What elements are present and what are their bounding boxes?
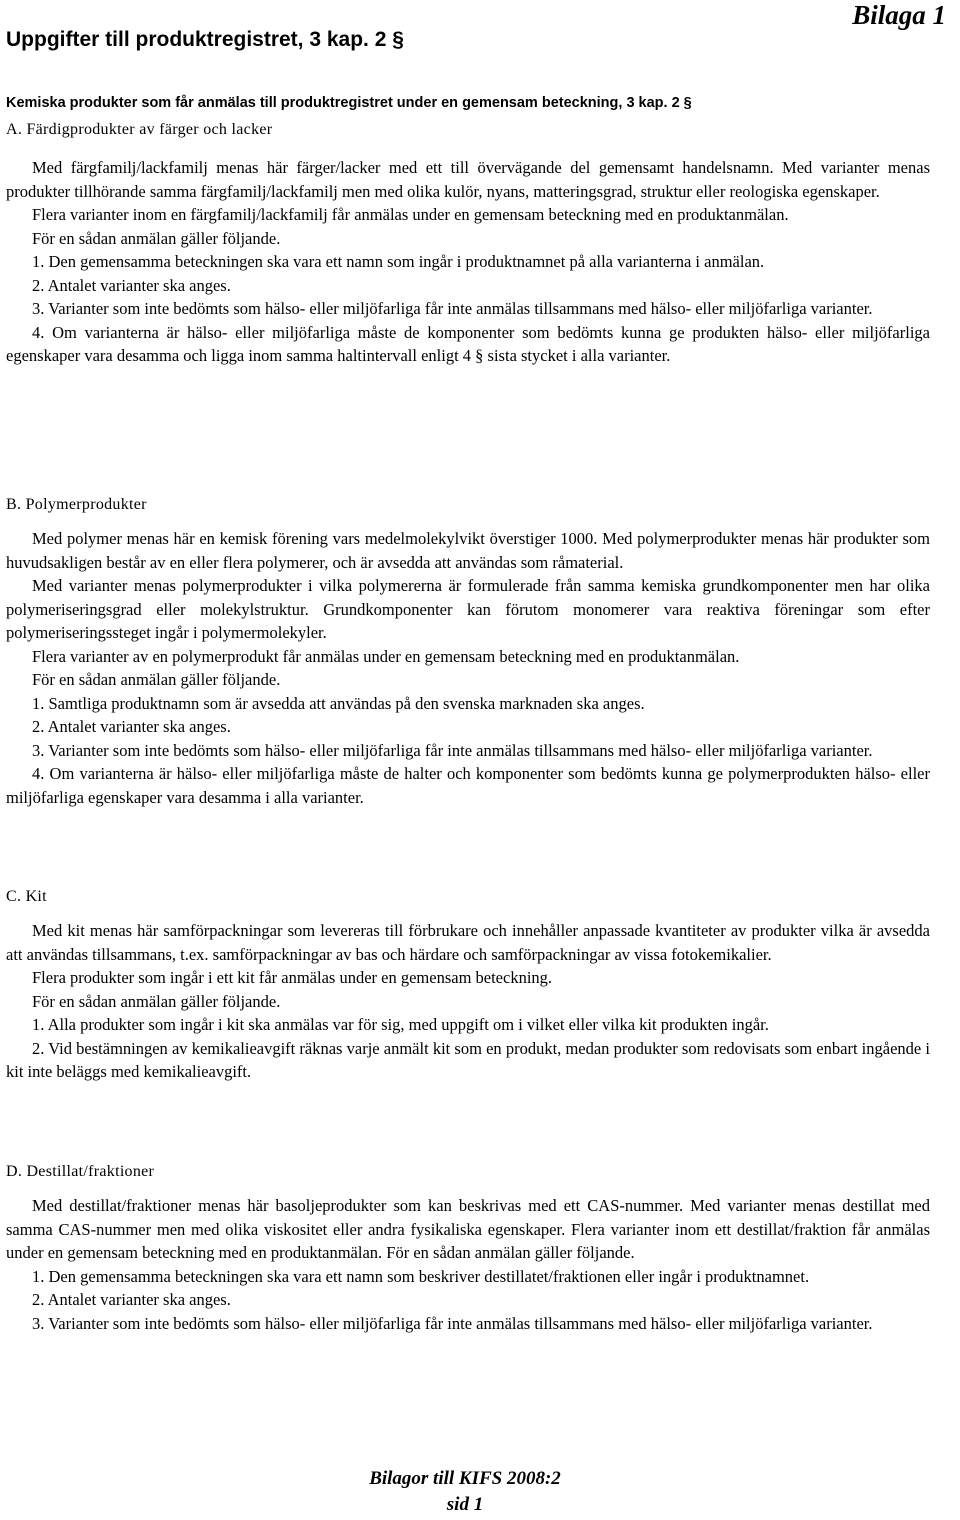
section-a-flera: Flera varianter inom en färgfamilj/lackfamilj får anmälas under en gemensam beteckning med en produktanmälan.	[32, 205, 789, 224]
section-b-varianter: Med varianter menas polymerprodukter i vilka polymererna är formulerade från samma kemiska grundkomponenter men har olika polymeriseringsgrad eller molekylstruktur. Grundkomponenter kan förutom monomerer vara reaktiva föreningar som efter polymeriseringssteget ingår i polymermolekyler.	[6, 576, 930, 642]
section-a-item-4: 4. Om varianterna är hälso- eller miljöfarliga måste de komponenter som bedömts kunna ge produkten hälso- eller miljöfarliga egenskaper vara desamma och ligga inom samma haltintervall enligt 4 § sista stycket i alla varianter.	[6, 322, 930, 365]
section-d-item-2: 2. Antalet varianter ska anges.	[32, 1290, 231, 1309]
section-c-heading: C. Kit	[6, 888, 47, 905]
section-a-item-1: 1. Den gemensamma beteckningen ska vara ett namn som ingår i produktnamnet på alla varianterna i anmälan.	[32, 252, 765, 271]
section-d-item-1: 1. Den gemensamma beteckningen ska vara ett namn som beskriver destillatet/fraktionen eller ingår i produktnamnet.	[32, 1266, 810, 1286]
section-a-for-en: För en sådan anmälan gäller följande.	[32, 228, 281, 248]
section-d-intro: Med destillat/fraktioner menas här basoljeprodukter som kan beskrivas med ett CAS-nummer. Med varianter menas destillat med samma CAS-nummer men med olika viskositet eller andra fysikaliska egenskaper. Flera varianter inom ett destillat/fraktion får anmälas under en gemensam beteckning med en produktanmälan. För en sådan anmälan gäller följande.	[6, 1196, 930, 1262]
section-c-for-en: För en sådan anmälan gäller följande.	[32, 991, 281, 1011]
footer-page-number: sid 1	[446, 1494, 484, 1515]
footer-kifs: Bilagor till KIFS 2008:2	[369, 1468, 561, 1489]
section-b-flera: Flera varianter av en polymerprodukt får anmälas under en gemensam beteckning med en produktanmälan.	[32, 646, 740, 666]
bilaga-label: Bilaga 1	[852, 0, 946, 30]
section-a-intro: Med färgfamilj/lackfamilj menas här färger/lacker med ett till övervägande del gemensamt handelsnamn. Med varianter menas produkter tillhörande samma färgfamilj/lackfamilj men med olika kulör, nyans, matteringsgrad, struktur eller reologiska egenskaper.	[6, 158, 930, 201]
document-title: Uppgifter till produktregistret, 3 kap. 2 §	[6, 28, 404, 51]
section-d-body	[6, 1194, 930, 1335]
section-c-item-2: 2. Vid bestämningen av kemikalieavgift räknas varje anmält kit som en produkt, medan produkter som redovisats som enbart ingående i kit inte beläggs med kemikalieavgift.	[6, 1038, 930, 1081]
document-subtitle: Kemiska produkter som får anmälas till produktregistret under en gemensam beteckning, 3 kap. 2 §	[6, 95, 692, 111]
section-a-item-2: 2. Antalet varianter ska anges.	[32, 275, 231, 295]
section-d-heading: D. Destillat/fraktioner	[6, 1163, 155, 1180]
section-c-flera: Flera produkter som ingår i ett kit får anmälas under en gemensam beteckning.	[32, 968, 553, 987]
section-b-for-en: För en sådan anmälan gäller följande.	[32, 670, 281, 689]
section-b-item-1: 1. Samtliga produktnamn som är avsedda att användas på den svenska marknaden ska anges.	[32, 693, 645, 713]
section-b-intro: Med polymer menas här en kemisk förening vars medelmolekylvikt överstiger 1000. Med polymerprodukter menas här produkter som huvudsakligen består av en eller flera polymerer, och är avsedda att användas som råmaterial.	[6, 529, 930, 572]
section-d-item-3: 3. Varianter som inte bedömts som hälso- eller miljöfarliga får inte anmälas tillsammans med hälso- eller miljöfarliga varianter.	[32, 1313, 873, 1333]
section-a-heading: A. Färdigprodukter av färger och lacker	[6, 121, 273, 138]
section-b-item-2: 2. Antalet varianter ska anges.	[32, 717, 231, 736]
section-c-item-1: 1. Alla produkter som ingår i kit ska anmälas var för sig, med uppgift om i vilket eller vilka kit produkten ingår.	[32, 1015, 769, 1034]
section-a-body	[6, 156, 930, 368]
section-b-body	[6, 527, 930, 809]
section-b-item-4: 4. Om varianterna är hälso- eller miljöfarliga måste de halter och komponenter som bedömts kunna ge polymerprodukten hälso- eller miljöfarliga egenskaper vara desamma i alla varianter.	[6, 764, 930, 807]
section-b-heading: B. Polymerprodukter	[6, 496, 147, 513]
section-c-intro: Med kit menas här samförpackningar som levereras till förbrukare och innehåller anpassade kvantiteter av produkter vilka är avsedda att användas tillsammans, t.ex. samförpackningar av bas och härdare och samförpackningar av vissa fotokemikalier.	[6, 921, 930, 964]
section-b-item-3: 3. Varianter som inte bedömts som hälso- eller miljöfarliga får inte anmälas tillsammans med hälso- eller miljöfarliga varianter.	[32, 740, 873, 760]
section-a-item-3: 3. Varianter som inte bedömts som hälso- eller miljöfarliga får inte anmälas tillsammans med hälso- eller miljöfarliga varianter.	[32, 299, 873, 318]
section-c-body	[6, 919, 930, 1084]
